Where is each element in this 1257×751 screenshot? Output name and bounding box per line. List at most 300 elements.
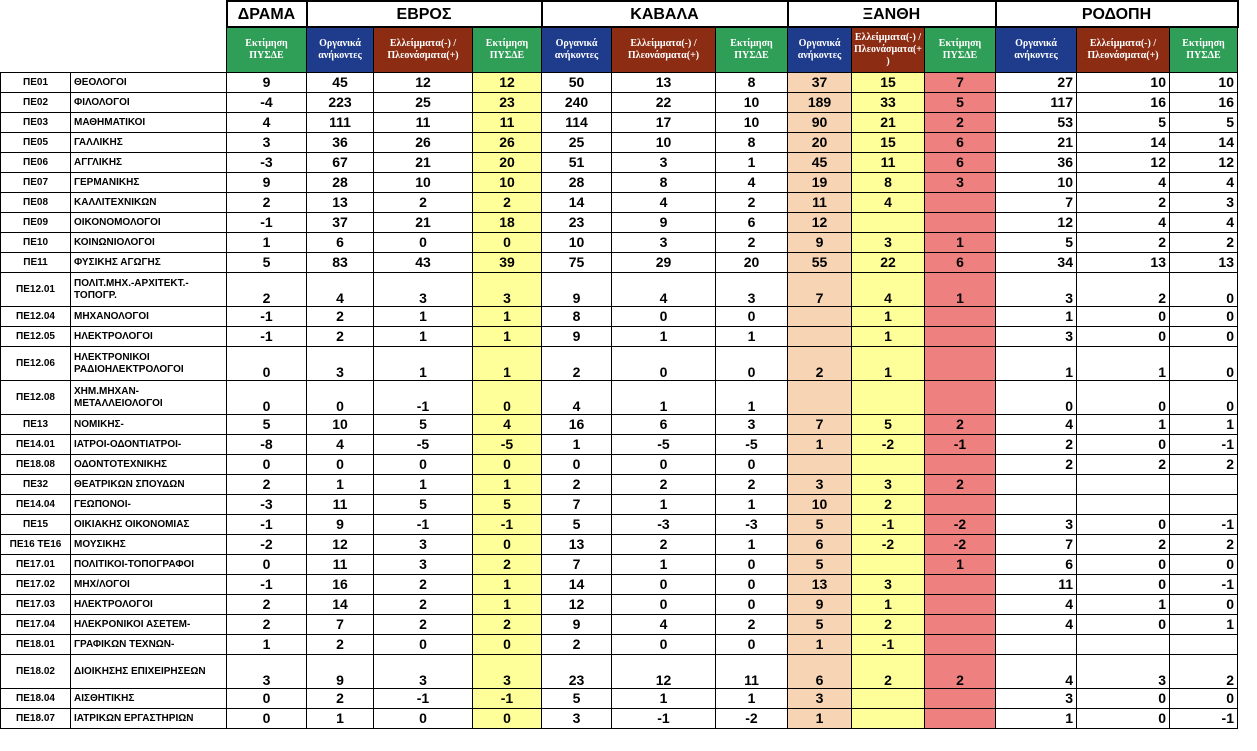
cell-kavala-organic: 23 xyxy=(542,655,612,689)
cell-evros-deficit: 3 xyxy=(374,555,473,575)
specialty-code: ΠΕ18.01 xyxy=(1,635,71,655)
cell-xanthi-estimate: -2 xyxy=(925,515,996,535)
specialty-code: ΠΕ13 xyxy=(1,415,71,435)
table-row xyxy=(1,347,1238,381)
table-row xyxy=(1,595,1238,615)
cell-xanthi-organic: 11 xyxy=(788,193,852,213)
cell-xanthi-organic: 9 xyxy=(788,233,852,253)
cell-drama-estimate: -1 xyxy=(227,327,307,347)
cell-drama-estimate: 1 xyxy=(227,233,307,253)
cell-rodopi-estimate: 10 xyxy=(1170,73,1238,93)
cell-kavala-estimate: 2 xyxy=(716,615,788,635)
specialty-code: ΠΕ01 xyxy=(1,73,71,93)
col-header-estimate: Εκτίμηση ΠΥΣΔΕ xyxy=(227,27,307,73)
cell-xanthi-estimate xyxy=(925,709,996,729)
cell-drama-estimate: -1 xyxy=(227,515,307,535)
cell-xanthi-organic: 20 xyxy=(788,133,852,153)
specialty-code: ΠΕ18.07 xyxy=(1,709,71,729)
cell-xanthi-deficit: 21 xyxy=(852,113,925,133)
specialty-code: ΠΕ07 xyxy=(1,173,71,193)
table-row xyxy=(1,615,1238,635)
specialty-name: ΟΙΚΟΝΟΜΟΛΟΓΟΙ xyxy=(71,213,227,233)
cell-rodopi-estimate xyxy=(1170,495,1238,515)
cell-drama-estimate: 0 xyxy=(227,455,307,475)
cell-kavala-estimate: 6 xyxy=(716,213,788,233)
cell-drama-estimate: 2 xyxy=(227,475,307,495)
cell-rodopi-estimate: 0 xyxy=(1170,327,1238,347)
cell-evros-estimate: 0 xyxy=(473,233,542,253)
cell-xanthi-estimate: -1 xyxy=(925,435,996,455)
cell-kavala-estimate: 11 xyxy=(716,655,788,689)
cell-kavala-deficit: 2 xyxy=(612,535,716,555)
region-kavala: ΚΑΒΑΛΑ xyxy=(542,1,788,27)
cell-kavala-organic: 5 xyxy=(542,515,612,535)
cell-kavala-deficit: 4 xyxy=(612,193,716,213)
cell-evros-estimate: 18 xyxy=(473,213,542,233)
cell-xanthi-deficit: 11 xyxy=(852,153,925,173)
col-header-organic: Οργανικά ανήκοντες xyxy=(788,27,852,73)
cell-xanthi-organic: 19 xyxy=(788,173,852,193)
specialty-name: ΝΟΜΙΚΗΣ- xyxy=(71,415,227,435)
cell-drama-estimate: -3 xyxy=(227,153,307,173)
col-header-estimate: Εκτίμηση ΠΥΣΔΕ xyxy=(925,27,996,73)
cell-evros-organic: 7 xyxy=(307,615,374,635)
cell-drama-estimate: 0 xyxy=(227,347,307,381)
cell-xanthi-estimate: 6 xyxy=(925,133,996,153)
cell-rodopi-estimate: 0 xyxy=(1170,381,1238,415)
cell-xanthi-organic: 2 xyxy=(788,347,852,381)
cell-kavala-estimate: 10 xyxy=(716,93,788,113)
cell-rodopi-organic: 10 xyxy=(996,173,1077,193)
cell-xanthi-organic: 1 xyxy=(788,635,852,655)
corner-cell xyxy=(71,27,227,73)
cell-evros-deficit: 0 xyxy=(374,455,473,475)
cell-xanthi-deficit: 1 xyxy=(852,327,925,347)
cell-kavala-organic: 14 xyxy=(542,575,612,595)
cell-kavala-estimate: -3 xyxy=(716,515,788,535)
cell-evros-estimate: 11 xyxy=(473,113,542,133)
table-row xyxy=(1,133,1238,153)
specialty-name: ΚΟΙΝΩΝΙΟΛΟΓΟΙ xyxy=(71,233,227,253)
cell-evros-estimate: 1 xyxy=(473,595,542,615)
cell-kavala-deficit: 1 xyxy=(612,327,716,347)
cell-kavala-deficit: 17 xyxy=(612,113,716,133)
table-row xyxy=(1,327,1238,347)
specialty-code: ΠΕ12.08 xyxy=(1,381,71,415)
cell-xanthi-estimate: 2 xyxy=(925,415,996,435)
cell-xanthi-organic: 3 xyxy=(788,475,852,495)
specialty-name: ΑΓΓΛΙΚΗΣ xyxy=(71,153,227,173)
cell-evros-estimate: 1 xyxy=(473,307,542,327)
cell-kavala-organic: 8 xyxy=(542,307,612,327)
cell-evros-estimate: 1 xyxy=(473,327,542,347)
cell-kavala-organic: 75 xyxy=(542,253,612,273)
cell-xanthi-estimate xyxy=(925,213,996,233)
cell-rodopi-deficit: 2 xyxy=(1077,193,1170,213)
cell-xanthi-estimate xyxy=(925,327,996,347)
cell-evros-deficit: 2 xyxy=(374,595,473,615)
cell-evros-deficit: 1 xyxy=(374,327,473,347)
cell-kavala-deficit: 1 xyxy=(612,495,716,515)
cell-rodopi-estimate: 12 xyxy=(1170,153,1238,173)
cell-rodopi-deficit: 13 xyxy=(1077,253,1170,273)
specialty-name: ΧΗΜ.ΜΗΧΑΝ-ΜΕΤΑΛΛΕΙΟΛΟΓΟΙ xyxy=(71,381,227,415)
cell-xanthi-organic: 5 xyxy=(788,615,852,635)
cell-xanthi-organic xyxy=(788,307,852,327)
cell-evros-deficit: 21 xyxy=(374,213,473,233)
cell-kavala-organic: 25 xyxy=(542,133,612,153)
cell-kavala-deficit: 13 xyxy=(612,73,716,93)
cell-kavala-organic: 2 xyxy=(542,347,612,381)
cell-xanthi-estimate xyxy=(925,595,996,615)
specialty-code: ΠΕ03 xyxy=(1,113,71,133)
cell-drama-estimate: -4 xyxy=(227,93,307,113)
cell-drama-estimate: 1 xyxy=(227,635,307,655)
cell-xanthi-deficit: 15 xyxy=(852,133,925,153)
cell-evros-organic: 45 xyxy=(307,73,374,93)
cell-xanthi-estimate xyxy=(925,495,996,515)
cell-evros-organic: 9 xyxy=(307,515,374,535)
cell-drama-estimate: 3 xyxy=(227,133,307,153)
cell-drama-estimate: 3 xyxy=(227,655,307,689)
cell-rodopi-organic xyxy=(996,635,1077,655)
cell-xanthi-organic: 5 xyxy=(788,515,852,535)
cell-rodopi-deficit: 14 xyxy=(1077,133,1170,153)
cell-rodopi-estimate: 2 xyxy=(1170,455,1238,475)
cell-kavala-organic: 12 xyxy=(542,595,612,615)
table-row xyxy=(1,113,1238,133)
specialty-code: ΠΕ05 xyxy=(1,133,71,153)
cell-evros-organic: 14 xyxy=(307,595,374,615)
table-row xyxy=(1,475,1238,495)
cell-evros-estimate: 39 xyxy=(473,253,542,273)
col-header-estimate: Εκτίμηση ΠΥΣΔΕ xyxy=(473,27,542,73)
cell-kavala-estimate: 0 xyxy=(716,455,788,475)
cell-kavala-deficit: -5 xyxy=(612,435,716,455)
cell-evros-organic: 2 xyxy=(307,689,374,709)
cell-evros-organic: 13 xyxy=(307,193,374,213)
cell-rodopi-organic: 12 xyxy=(996,213,1077,233)
cell-xanthi-organic: 189 xyxy=(788,93,852,113)
cell-xanthi-estimate xyxy=(925,381,996,415)
cell-evros-estimate: 23 xyxy=(473,93,542,113)
specialty-name: ΟΔΟΝΤΟΤΕΧΝΙΚΗΣ xyxy=(71,455,227,475)
cell-evros-deficit: 3 xyxy=(374,273,473,307)
specialty-name: ΜΗΧ/ΛΟΓΟΙ xyxy=(71,575,227,595)
cell-evros-estimate: -5 xyxy=(473,435,542,455)
cell-rodopi-deficit: 4 xyxy=(1077,213,1170,233)
cell-xanthi-deficit: -1 xyxy=(852,515,925,535)
col-header-organic: Οργανικά ανήκοντες xyxy=(307,27,374,73)
cell-rodopi-estimate: 2 xyxy=(1170,655,1238,689)
cell-xanthi-organic: 3 xyxy=(788,689,852,709)
cell-rodopi-organic: 3 xyxy=(996,273,1077,307)
cell-drama-estimate: -8 xyxy=(227,435,307,455)
cell-kavala-organic: 16 xyxy=(542,415,612,435)
cell-kavala-estimate: 4 xyxy=(716,173,788,193)
specialty-name: ΙΑΤΡΟΙ-ΟΔΟΝΤΙΑΤΡΟΙ- xyxy=(71,435,227,455)
cell-xanthi-organic: 90 xyxy=(788,113,852,133)
cell-xanthi-deficit: -2 xyxy=(852,535,925,555)
cell-evros-estimate: 3 xyxy=(473,655,542,689)
cell-kavala-organic: 240 xyxy=(542,93,612,113)
cell-evros-organic: 16 xyxy=(307,575,374,595)
cell-rodopi-estimate: -1 xyxy=(1170,709,1238,729)
cell-evros-organic: 9 xyxy=(307,655,374,689)
cell-evros-deficit: 25 xyxy=(374,93,473,113)
cell-rodopi-estimate: -1 xyxy=(1170,575,1238,595)
cell-rodopi-estimate: 0 xyxy=(1170,273,1238,307)
cell-xanthi-organic: 7 xyxy=(788,273,852,307)
cell-evros-deficit: 0 xyxy=(374,233,473,253)
cell-rodopi-estimate: 0 xyxy=(1170,595,1238,615)
cell-rodopi-estimate: 0 xyxy=(1170,347,1238,381)
cell-evros-deficit: 5 xyxy=(374,415,473,435)
cell-xanthi-estimate: 2 xyxy=(925,475,996,495)
col-header-organic: Οργανικά ανήκοντες xyxy=(996,27,1077,73)
table-row xyxy=(1,635,1238,655)
specialty-code: ΠΕ08 xyxy=(1,193,71,213)
cell-kavala-estimate: 0 xyxy=(716,347,788,381)
table-row xyxy=(1,233,1238,253)
cell-kavala-organic: 2 xyxy=(542,475,612,495)
cell-rodopi-organic xyxy=(996,475,1077,495)
cell-evros-deficit: 43 xyxy=(374,253,473,273)
cell-rodopi-estimate: -1 xyxy=(1170,515,1238,535)
cell-kavala-deficit: 22 xyxy=(612,93,716,113)
specialty-name: ΟΙΚΙΑΚΗΣ ΟΙΚΟΝΟΜΙΑΣ xyxy=(71,515,227,535)
cell-xanthi-organic: 7 xyxy=(788,415,852,435)
cell-xanthi-estimate xyxy=(925,635,996,655)
cell-rodopi-deficit: 2 xyxy=(1077,455,1170,475)
cell-evros-organic: 223 xyxy=(307,93,374,113)
specialty-name: ΜΟΥΣΙΚΗΣ xyxy=(71,535,227,555)
specialty-name: ΔΙΟΙΚΗΣΗΣ ΕΠΙΧΕΙΡΗΣΕΩΝ xyxy=(71,655,227,689)
specialty-name: ΦΙΛΟΛΟΓΟΙ xyxy=(71,93,227,113)
cell-drama-estimate: 2 xyxy=(227,273,307,307)
cell-kavala-deficit: 8 xyxy=(612,173,716,193)
region-xanthi: ΞΑΝΘΗ xyxy=(788,1,996,27)
table-row xyxy=(1,213,1238,233)
cell-evros-deficit: 0 xyxy=(374,635,473,655)
cell-rodopi-organic: 6 xyxy=(996,555,1077,575)
specialty-name: ΗΛΕΚΡΟΝΙΚΟΙ ΑΣΕΤΕΜ- xyxy=(71,615,227,635)
cell-rodopi-organic: 3 xyxy=(996,515,1077,535)
cell-rodopi-deficit: 3 xyxy=(1077,655,1170,689)
cell-kavala-deficit: 0 xyxy=(612,307,716,327)
cell-drama-estimate: 2 xyxy=(227,615,307,635)
corner-cell xyxy=(1,1,71,27)
specialty-code: ΠΕ17.04 xyxy=(1,615,71,635)
cell-drama-estimate: 0 xyxy=(227,381,307,415)
cell-rodopi-organic: 11 xyxy=(996,575,1077,595)
cell-evros-estimate: 0 xyxy=(473,535,542,555)
cell-evros-deficit: 21 xyxy=(374,153,473,173)
cell-rodopi-organic: 4 xyxy=(996,615,1077,635)
specialty-name: ΦΥΣΙΚΗΣ ΑΓΩΓΗΣ xyxy=(71,253,227,273)
table-row xyxy=(1,193,1238,213)
cell-rodopi-deficit: 2 xyxy=(1077,233,1170,253)
cell-evros-organic: 36 xyxy=(307,133,374,153)
cell-xanthi-deficit: 3 xyxy=(852,575,925,595)
cell-rodopi-deficit: 5 xyxy=(1077,113,1170,133)
specialty-name: ΠΟΛΙΤΙΚΟΙ-ΤΟΠΟΓΡΑΦΟΙ xyxy=(71,555,227,575)
cell-kavala-deficit: -3 xyxy=(612,515,716,535)
cell-kavala-organic: 1 xyxy=(542,435,612,455)
cell-kavala-organic: 10 xyxy=(542,233,612,253)
cell-drama-estimate: 5 xyxy=(227,415,307,435)
specialty-name: ΓΡΑΦΙΚΩΝ ΤΕΧΝΩΝ- xyxy=(71,635,227,655)
cell-xanthi-deficit: -2 xyxy=(852,435,925,455)
specialty-code: ΠΕ10 xyxy=(1,233,71,253)
table-row xyxy=(1,455,1238,475)
cell-xanthi-estimate: 6 xyxy=(925,253,996,273)
cell-kavala-organic: 23 xyxy=(542,213,612,233)
cell-drama-estimate: -3 xyxy=(227,495,307,515)
cell-rodopi-estimate: 5 xyxy=(1170,113,1238,133)
cell-xanthi-estimate xyxy=(925,347,996,381)
table-row xyxy=(1,495,1238,515)
cell-kavala-estimate: 0 xyxy=(716,595,788,615)
cell-evros-deficit: 1 xyxy=(374,307,473,327)
cell-xanthi-estimate: 1 xyxy=(925,273,996,307)
specialty-code: ΠΕ12.04 xyxy=(1,307,71,327)
cell-rodopi-deficit: 1 xyxy=(1077,415,1170,435)
cell-kavala-deficit: 10 xyxy=(612,133,716,153)
cell-evros-deficit: 2 xyxy=(374,193,473,213)
cell-xanthi-deficit: 1 xyxy=(852,595,925,615)
specialty-code: ΠΕ12.01 xyxy=(1,273,71,307)
cell-evros-deficit: 12 xyxy=(374,73,473,93)
cell-xanthi-deficit: 4 xyxy=(852,273,925,307)
cell-rodopi-organic: 53 xyxy=(996,113,1077,133)
specialty-name: ΚΑΛΛΙΤΕΧΝΙΚΩΝ xyxy=(71,193,227,213)
table-row xyxy=(1,555,1238,575)
cell-evros-estimate: 4 xyxy=(473,415,542,435)
specialty-code: ΠΕ17.02 xyxy=(1,575,71,595)
cell-kavala-deficit: 1 xyxy=(612,555,716,575)
cell-kavala-organic: 7 xyxy=(542,555,612,575)
cell-xanthi-estimate: 2 xyxy=(925,655,996,689)
cell-xanthi-organic: 6 xyxy=(788,655,852,689)
specialty-code: ΠΕ18.02 xyxy=(1,655,71,689)
cell-xanthi-organic: 1 xyxy=(788,435,852,455)
cell-xanthi-deficit: 2 xyxy=(852,655,925,689)
table-row xyxy=(1,307,1238,327)
specialty-code: ΠΕ11 xyxy=(1,253,71,273)
cell-evros-organic: 28 xyxy=(307,173,374,193)
cell-xanthi-deficit xyxy=(852,213,925,233)
specialty-name: ΓΕΡΜΑΝΙΚΗΣ xyxy=(71,173,227,193)
cell-rodopi-organic: 3 xyxy=(996,689,1077,709)
table-row xyxy=(1,173,1238,193)
cell-evros-organic: 11 xyxy=(307,555,374,575)
specialty-name: ΜΗΧΑΝΟΛΟΓΟΙ xyxy=(71,307,227,327)
cell-evros-deficit: 11 xyxy=(374,113,473,133)
cell-kavala-organic: 28 xyxy=(542,173,612,193)
specialty-name: ΘΕΑΤΡΙΚΩΝ ΣΠΟΥΔΩΝ xyxy=(71,475,227,495)
cell-evros-organic: 2 xyxy=(307,327,374,347)
cell-rodopi-deficit: 2 xyxy=(1077,273,1170,307)
cell-xanthi-estimate xyxy=(925,575,996,595)
region-rodopi: ΡΟΔΟΠΗ xyxy=(996,1,1238,27)
cell-evros-deficit: 2 xyxy=(374,615,473,635)
region-drama: ΔΡΑΜΑ xyxy=(227,1,307,27)
cell-xanthi-estimate: 5 xyxy=(925,93,996,113)
cell-kavala-organic: 2 xyxy=(542,635,612,655)
cell-rodopi-organic: 2 xyxy=(996,455,1077,475)
cell-rodopi-deficit: 1 xyxy=(1077,347,1170,381)
cell-evros-estimate: 0 xyxy=(473,709,542,729)
cell-evros-organic: 3 xyxy=(307,347,374,381)
cell-evros-organic: 67 xyxy=(307,153,374,173)
cell-rodopi-deficit: 12 xyxy=(1077,153,1170,173)
specialty-code: ΠΕ09 xyxy=(1,213,71,233)
cell-evros-organic: 111 xyxy=(307,113,374,133)
specialty-name: ΗΛΕΚΤΡΟΛΟΓΟΙ xyxy=(71,327,227,347)
cell-evros-estimate: -1 xyxy=(473,515,542,535)
cell-rodopi-organic: 27 xyxy=(996,73,1077,93)
col-header-deficit: Ελλείμματα(-) / Πλεονάσματα(+) xyxy=(1077,27,1170,73)
specialty-name: ΗΛΕΚΤΡΟΝΙΚΟΙ ΡΑΔΙΟΗΛΕΚΤΡΟΛΟΓΟΙ xyxy=(71,347,227,381)
cell-rodopi-organic: 117 xyxy=(996,93,1077,113)
cell-kavala-deficit: -1 xyxy=(612,709,716,729)
cell-kavala-estimate: 1 xyxy=(716,495,788,515)
cell-xanthi-deficit: 1 xyxy=(852,347,925,381)
specialty-code: ΠΕ17.03 xyxy=(1,595,71,615)
cell-evros-deficit: -1 xyxy=(374,381,473,415)
cell-drama-estimate: 9 xyxy=(227,173,307,193)
cell-rodopi-organic: 36 xyxy=(996,153,1077,173)
cell-kavala-deficit: 1 xyxy=(612,689,716,709)
cell-kavala-deficit: 4 xyxy=(612,615,716,635)
cell-rodopi-estimate: 14 xyxy=(1170,133,1238,153)
cell-kavala-organic: 51 xyxy=(542,153,612,173)
specialty-code: ΠΕ32 xyxy=(1,475,71,495)
region-header-row xyxy=(1,1,1238,27)
cell-rodopi-organic: 1 xyxy=(996,709,1077,729)
cell-kavala-estimate: 0 xyxy=(716,575,788,595)
cell-xanthi-deficit xyxy=(852,555,925,575)
cell-drama-estimate: 5 xyxy=(227,253,307,273)
cell-rodopi-deficit: 1 xyxy=(1077,595,1170,615)
cell-xanthi-estimate xyxy=(925,689,996,709)
cell-xanthi-organic: 5 xyxy=(788,555,852,575)
cell-drama-estimate: 9 xyxy=(227,73,307,93)
table-row xyxy=(1,575,1238,595)
cell-rodopi-deficit: 0 xyxy=(1077,515,1170,535)
table-row xyxy=(1,515,1238,535)
cell-rodopi-deficit: 10 xyxy=(1077,73,1170,93)
cell-xanthi-estimate xyxy=(925,307,996,327)
cell-kavala-estimate: 1 xyxy=(716,689,788,709)
cell-kavala-estimate: 1 xyxy=(716,153,788,173)
cell-kavala-deficit: 2 xyxy=(612,475,716,495)
specialty-name: ΜΑΘΗΜΑΤΙΚΟΙ xyxy=(71,113,227,133)
cell-kavala-estimate: -5 xyxy=(716,435,788,455)
cell-evros-estimate: -1 xyxy=(473,689,542,709)
table-row xyxy=(1,535,1238,555)
cell-kavala-organic: 14 xyxy=(542,193,612,213)
cell-kavala-estimate: 8 xyxy=(716,73,788,93)
cell-kavala-organic: 5 xyxy=(542,689,612,709)
specialty-code: ΠΕ18.04 xyxy=(1,689,71,709)
cell-kavala-deficit: 29 xyxy=(612,253,716,273)
table-row xyxy=(1,415,1238,435)
cell-evros-organic: 1 xyxy=(307,475,374,495)
col-header-deficit: Ελλείμματα(-) / Πλεονάσματα(+) xyxy=(374,27,473,73)
cell-kavala-organic: 50 xyxy=(542,73,612,93)
